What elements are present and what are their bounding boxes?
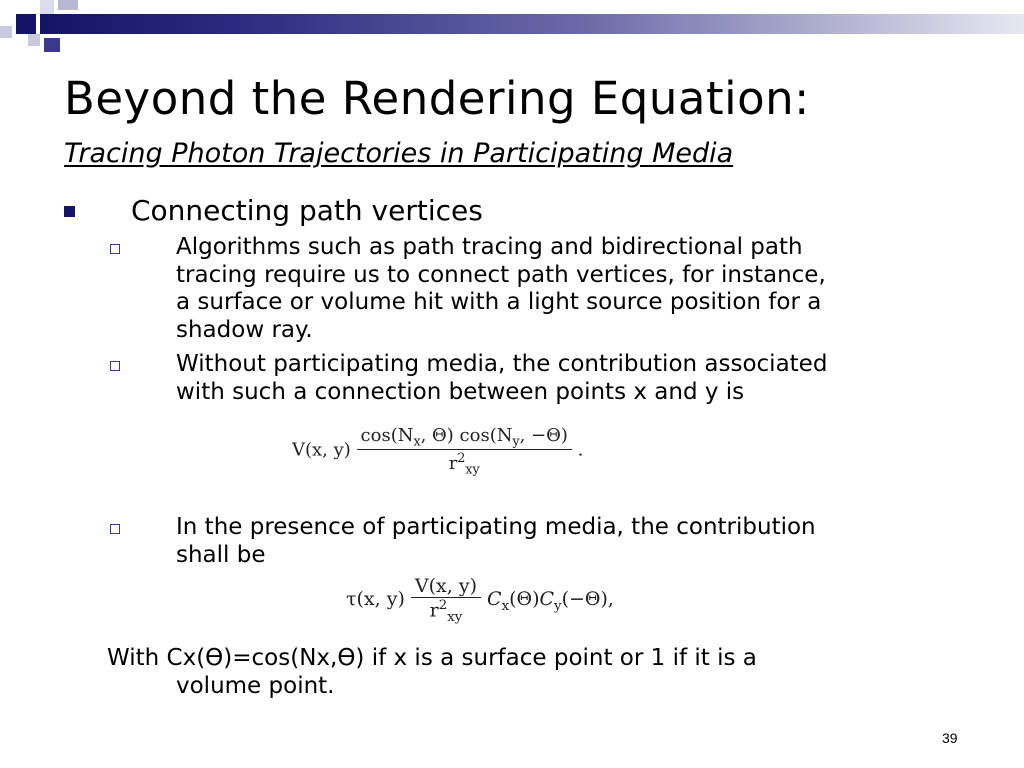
decor-square <box>40 0 54 14</box>
sub-item-3 <box>176 514 816 569</box>
eq2-prefix: τ(x, y) <box>346 588 405 611</box>
sub-item-2 <box>176 351 827 406</box>
slide-title: Beyond the Rendering Equation: <box>64 72 810 125</box>
eq2-fraction <box>411 575 481 625</box>
sub-item-line: In the presence of participating media, the contribution <box>176 514 816 540</box>
eq1-suffix: . <box>577 439 584 461</box>
header-gradient-bar <box>40 14 1024 34</box>
sub-item-1 <box>176 234 826 344</box>
equation-visibility <box>292 425 583 476</box>
eq2-phase-terms: $C_x(\Theta)C_y(-\Theta)$, <box>487 588 614 614</box>
equation-participating-media <box>346 575 614 625</box>
sub-item-line: shall be <box>176 541 266 568</box>
eq1-numerator: $\cos(N_x$, Θ) $\cos(N_y$, −Θ) <box>360 425 568 449</box>
sub-item-line: Algorithms such as path tracing and bidirectional path <box>176 234 803 260</box>
definition-line: With Cx(ϴ)=cos(Nx,ϴ) if x is a surface point or 1 if it is a <box>107 645 757 671</box>
hollow-square-bullet-icon <box>110 244 120 254</box>
eq2-denominator: $r^2_{xy}$ <box>411 597 481 625</box>
hollow-square-bullet-icon <box>110 361 120 371</box>
eq1-prefix: V(x, y) <box>292 439 351 461</box>
sub-item-line: shadow ray. <box>176 316 313 343</box>
decor-square <box>16 14 36 34</box>
sub-item-line: Without participating media, the contribution associated <box>176 351 828 377</box>
page-number: 39 <box>942 730 958 746</box>
bullet-text: Connecting path vertices <box>131 194 483 227</box>
sub-item-line: with such a connection between points x and y is <box>176 378 745 405</box>
bullet-square-icon <box>64 206 75 217</box>
decor-square <box>58 0 78 10</box>
eq1-fraction <box>357 425 572 476</box>
decor-square <box>0 26 12 38</box>
slide-subtitle: Tracing Photon Trajectories in Participating Media <box>64 138 734 169</box>
definition-note <box>107 645 757 700</box>
sub-item-line: a surface or volume hit with a light source position for a <box>176 289 822 315</box>
decor-square <box>44 38 60 52</box>
definition-line-continued: volume point. <box>176 672 335 699</box>
decor-square <box>28 34 40 46</box>
eq1-denominator: $r^2_{xy}$ <box>357 449 572 477</box>
eq2-numerator: V(x, y) <box>414 575 477 597</box>
sub-item-line: tracing require us to connect path vertices, for instance, <box>176 261 826 288</box>
hollow-square-bullet-icon <box>110 524 120 534</box>
